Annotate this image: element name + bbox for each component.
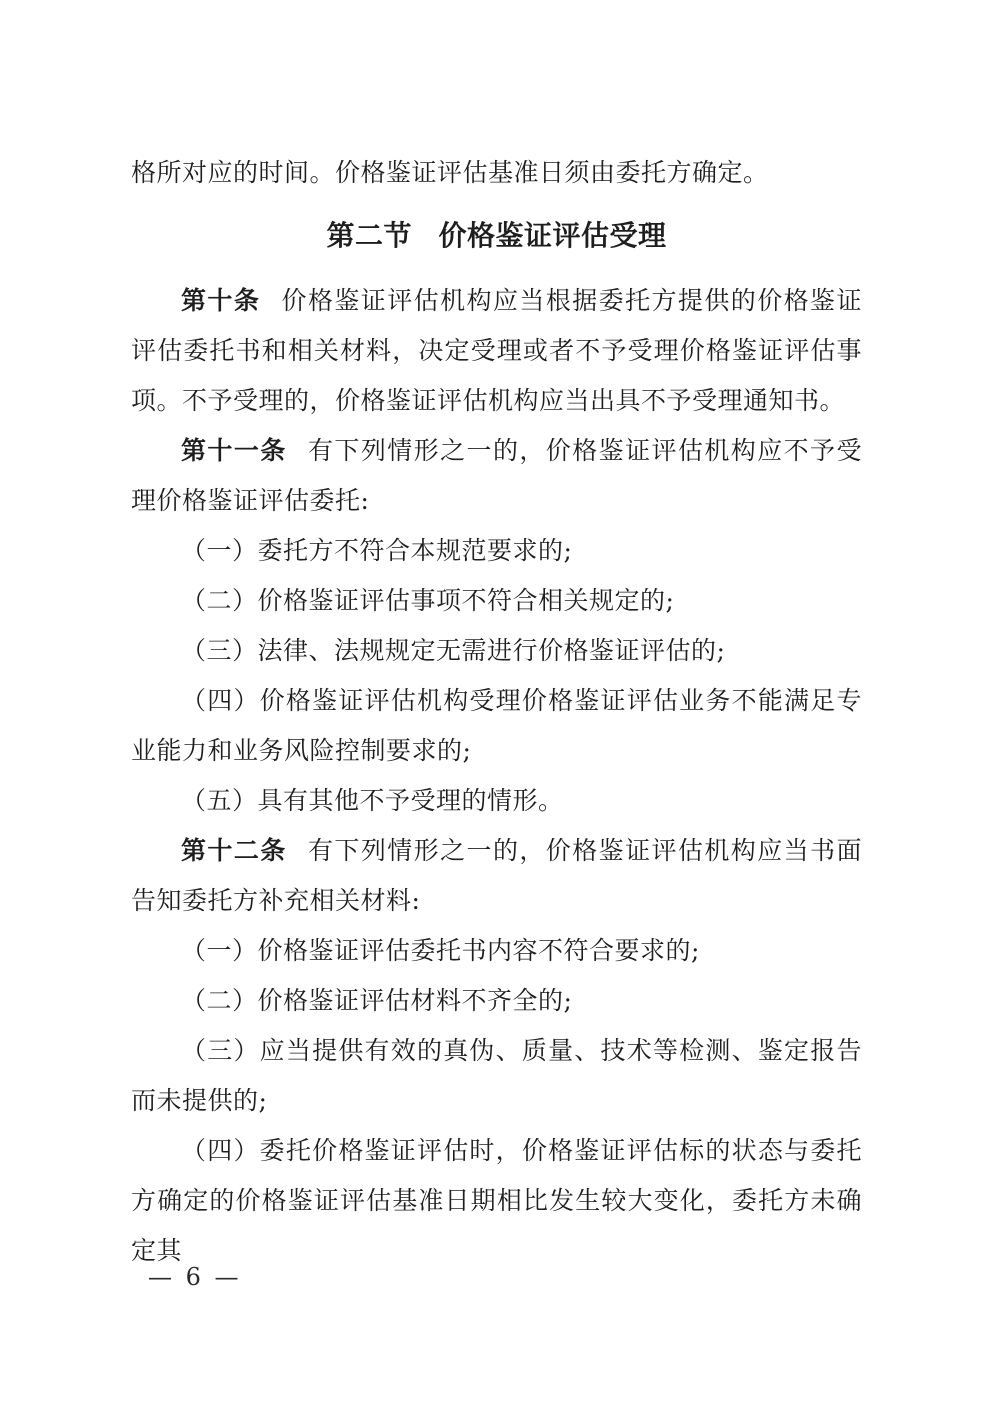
article-12-paragraph [131,826,862,926]
section-heading [131,211,862,261]
paragraph-continuation: 格所对应的时间。价格鉴证评估基准日须由委托方确定。 [131,158,769,187]
article-12-item-4: （四）委托价格鉴证评估时，价格鉴证评估标的状态与委托方确定的价格鉴证评估基准日期相比发生较大变化，委托方未确定其 [131,1136,862,1265]
section-number: 第二节 [326,219,412,252]
article-11-item-5: （五）具有其他不予受理的情形。 [181,786,564,815]
article-11-number: 第十一条 [181,436,287,465]
article-12-item-2: （二）价格鉴证评估材料不齐全的; [181,986,573,1015]
page-number: — 6 — [148,1263,242,1291]
article-10-text: 价格鉴证评估机构应当根据委托方提供的价格鉴证评估委托书和相关材料，决定受理或者不予受理价格鉴证评估事项。不予受理的，价格鉴证评估机构应当出具不予受理通知书。 [131,286,862,415]
article-12-item-3: （三）应当提供有效的真伪、质量、技术等检测、鉴定报告而未提供的; [131,1036,862,1115]
article-11-item-1: （一）委托方不符合本规范要求的; [181,536,573,565]
article-11-text: 有下列情形之一的，价格鉴证评估机构应不予受理价格鉴证评估委托: [131,436,862,515]
article-12-number: 第十二条 [181,836,287,865]
article-11-paragraph [131,426,862,526]
article-12-text: 有下列情形之一的，价格鉴证评估机构应当书面告知委托方补充相关材料: [131,836,862,915]
article-10-number: 第十条 [181,286,261,315]
article-11-item-3: （三）法律、法规规定无需进行价格鉴证评估的; [181,636,726,665]
section-title: 价格鉴证评估受理 [438,219,667,252]
page-content [131,148,862,1276]
article-11-item-2: （二）价格鉴证评估事项不符合相关规定的; [181,586,675,615]
article-10-paragraph [131,276,862,426]
article-12-item-1: （一）价格鉴证评估委托书内容不符合要求的; [181,936,700,965]
article-11-item-4: （四）价格鉴证评估机构受理价格鉴证评估业务不能满足专业能力和业务风险控制要求的; [131,686,862,765]
